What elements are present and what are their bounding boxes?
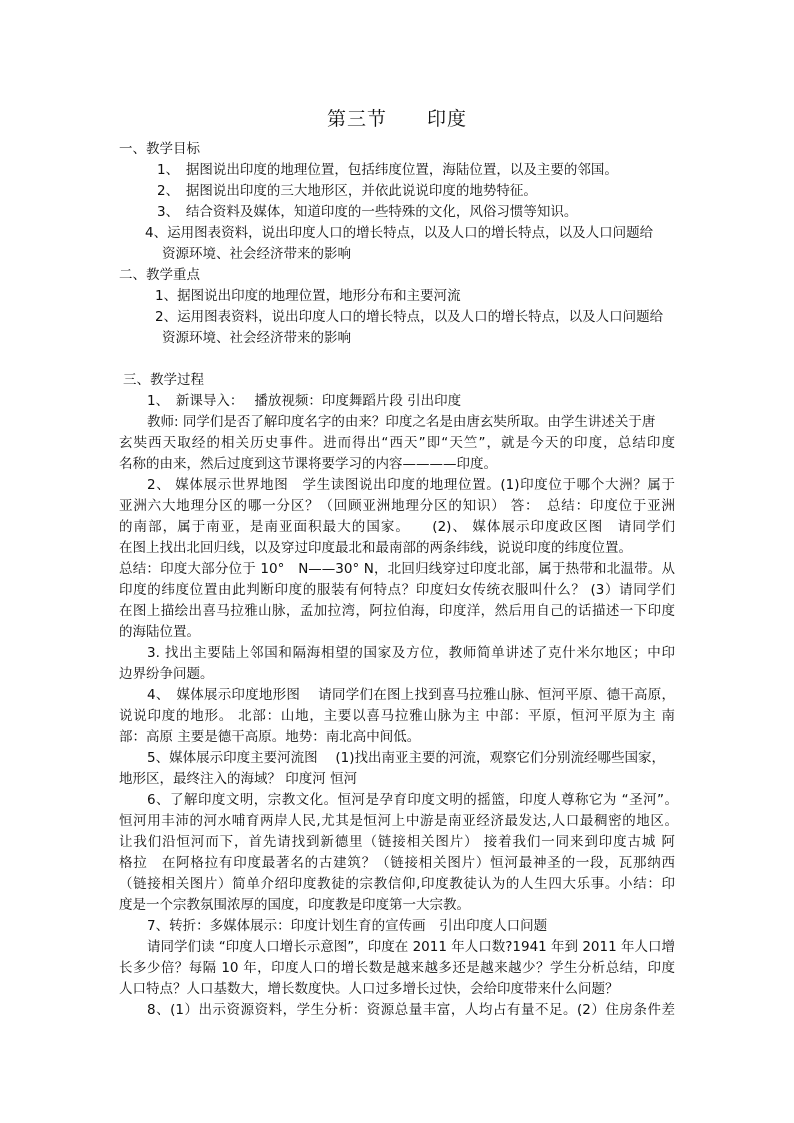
process-line: 地形区，最终注入的海域？ 印度河 恒河	[119, 771, 358, 787]
process-line: 恒河用丰沛的河水哺育两岸人民,尤其是恒河上中游是南亚经济最发达,人口最稠密的地区。	[119, 813, 678, 829]
process-line: 教师: 同学们是否了解印度名字的由来？印度之名是由唐玄奘所取。由学生讲述关于唐	[147, 414, 656, 430]
page-title: 第三节 印度	[326, 108, 467, 130]
process-line: 4、 媒体展示印度地形图 请同学们在图上找到喜马拉雅山脉、恒河平原、德干高原，	[147, 687, 675, 703]
objective-item: 4、运用图表资料，说出印度人口的增长特点，以及人口的增长特点，以及人口问题给	[145, 225, 654, 241]
process-line: （链接相关图片）简单介绍印度教徒的宗教信仰,印度教徒认为的人生四大乐事。小结：印	[119, 876, 675, 892]
process-line: 的海陆位置。	[119, 624, 200, 640]
process-line: 1、 新课导入： 播放视频：印度舞蹈片段 引出印度	[147, 393, 462, 409]
process-line: 度是一个宗教氛围浓厚的国度，印度教是印度第一大宗教。	[119, 897, 470, 913]
process-line: 格拉 在阿格拉有印度最著名的古建筑？（链接相关图片）恒河最神圣的一段，瓦那纳西	[119, 855, 675, 871]
process-line: 7、转折：多媒体展示：印度计划生育的宣传画 引出印度人口问题	[147, 918, 548, 934]
process-line: 的南部，属于南亚，是南亚面积最大的国家。 (2)、 媒体展示印度政区图 请同学们	[119, 519, 675, 535]
process-line: 亚洲六大地理分区的哪一分区？（回顾亚洲地理分区的知识） 答： 总结：印度位于亚洲	[119, 498, 675, 514]
process-line: 长多少倍？每隔 10 年，印度人口的增长数是越来越多还是越来越少？学生分析总结，印度	[119, 960, 675, 976]
process-line: 总结：印度大部分位于 10° N——30° N，北回归线穿过印度北部，属于热带和北温带。从	[119, 561, 675, 577]
process-line: 5、媒体展示印度主要河流图 (1)找出南亚主要的河流，观察它们分别流经哪些国家，	[147, 750, 666, 766]
section-heading-objectives: 一、教学目标	[119, 141, 200, 157]
process-line: 说说印度的地形。 北部：山地，主要以喜马拉雅山脉为主 中部：平原，恒河平原为主 南	[119, 708, 675, 724]
process-line: 名称的由来，然后过度到这节课将要学习的内容————印度。	[119, 456, 497, 472]
key-point-item: 1、据图说出印度的地理位置，地形分布和主要河流	[155, 288, 461, 304]
objective-item-continued: 资源环境、社会经济带来的影响	[162, 246, 351, 262]
process-line: 玄奘西天取经的相关历史事件。进而得出“西天”即“天竺”，就是今天的印度，总结印度	[119, 435, 675, 451]
key-point-item: 2、运用图表资料，说出印度人口的增长特点，以及人口的增长特点，以及人口问题给	[155, 309, 664, 325]
process-line: 边界纷争问题。	[119, 666, 214, 682]
process-line: 2、 媒体展示世界地图 学生读图说出印度的地理位置。(1)印度位于哪个大洲？属于	[147, 477, 675, 493]
objective-item: 3、 结合资料及媒体，知道印度的一些特殊的文化，风俗习惯等知识。	[157, 204, 578, 220]
process-line: 6、了解印度文明，宗教文化。恒河是孕育印度文明的摇篮，印度人尊称它为 “圣河”。	[147, 792, 678, 808]
objective-item: 1、 据图说出印度的地理位置，包括纬度位置，海陆位置，以及主要的邻国。	[157, 162, 618, 178]
process-line: 在图上描绘出喜马拉雅山脉，孟加拉湾，阿拉伯海，印度洋，然后用自己的话描述一下印度	[119, 603, 675, 619]
process-line: 部：高原 主要是德干高原。地势：南北高中间低。	[119, 729, 421, 745]
section-heading-process: 三、教学过程	[123, 372, 204, 388]
process-line: 在图上找出北回归线，以及穿过印度最北和最南部的两条纬线，说说印度的纬度位置。	[119, 540, 632, 556]
process-line: 8、(1）出示资源资料，学生分析：资源总量丰富，人均占有量不足。(2）住房条件差	[147, 1002, 675, 1018]
process-line: 3. 找出主要陆上邻国和隔海相望的国家及方位，教师简单讲述了克什米尔地区；中印	[147, 645, 675, 661]
process-line: 让我们沿恒河而下，首先请找到新德里（链接相关图片） 接着我们一同来到印度古城 阿	[119, 834, 675, 850]
process-line: 请同学们读 “印度人口增长示意图”，印度在 2011 年人口数?1941 年到 2011 年人口增	[147, 939, 675, 955]
objective-item: 2、 据图说出印度的三大地形区，并依此说说印度的地势特征。	[157, 183, 537, 199]
process-line: 印度的纬度位置由此判断印度的服装有何特点？印度妇女传统衣服叫什么？ (3）请同学们	[119, 582, 675, 598]
process-line: 人口特点？人口基数大，增长数度快。人口过多增长过快，会给印度带来什么问题？	[119, 981, 619, 997]
key-point-item-continued: 资源环境、社会经济带来的影响	[162, 330, 351, 346]
section-heading-key-points: 二、教学重点	[119, 267, 200, 283]
